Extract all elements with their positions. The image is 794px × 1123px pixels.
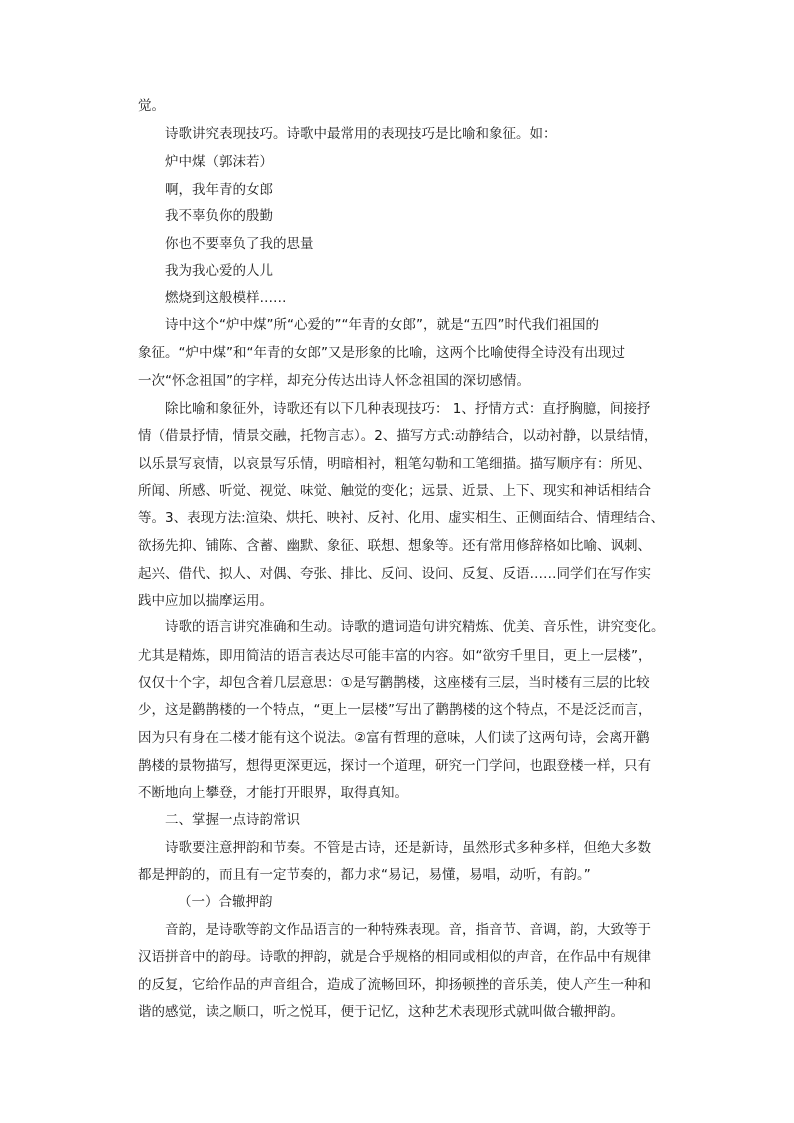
- poem-line: 我为我心爱的人儿: [165, 263, 273, 279]
- text-line: 等。3、表现方法:渲染、烘托、映衬、反衬、化用、虚实相生、正侧面结合、情理结合、: [138, 510, 665, 526]
- text-line: 诗歌要注意押韵和节奏。不管是古诗，还是新诗，虽然形式多种多样，但绝大多数: [165, 840, 651, 856]
- text-line: 象征。“炉中煤”和“年青的女郎”又是形象的比喻，这两个比喻使得全诗没有出现过: [138, 345, 625, 361]
- poem-line: 你也不要辜负了我的思量: [165, 236, 314, 252]
- text-line: 不断地向上攀登，才能打开眼界，取得真知。: [138, 785, 408, 801]
- text-line: 欲扬先抑、铺陈、含蓄、幽默、象征、联想、想象等。还有常用修辞格如比喻、讽刺、: [138, 538, 651, 554]
- text-line: 诗歌的语言讲究准确和生动。诗歌的遣词造句讲究精炼、优美、音乐性，讲究变化。: [165, 619, 665, 635]
- text-line: 音韵，是诗歌等韵文作品语言的一种特殊表现。音，指音节、音调，韵，大致等于: [165, 922, 651, 938]
- poem-line: 啊，我年青的女郎: [165, 182, 273, 198]
- text-line: 诗歌讲究表现技巧。诗歌中最常用的表现技巧是比喻和象征。如：: [165, 126, 557, 142]
- text-line: 因为只有身在二楼才能有这个说法。②富有哲理的意味，人们读了这两句诗，会离开鹳: [138, 730, 650, 746]
- text-line: 情（借景抒情，情景交融，托物言志）。2、描写方式:动静结合，以动衬静，以景结情，: [138, 428, 658, 444]
- text-line: 少，这是鹳鹊楼的一个特点，“更上一层楼”写出了鹳鹊楼的这个特点，不是泛泛而言，: [138, 702, 652, 718]
- text-line: 汉语拼音中的韵母。诗歌的押韵，就是合乎规格的相同或相似的声音，在作品中有规律: [138, 949, 651, 965]
- text-line: 诗中这个“炉中煤”所“心爱的”“年青的女郎”，就是“五四”时代我们祖国的: [165, 317, 599, 333]
- poem-line: 我不辜负你的殷勤: [165, 208, 273, 224]
- text-line: 尤其是精炼，即用简洁的语言表达尽可能丰富的内容。如“欲穷千里目，更上一层楼”，: [138, 648, 652, 664]
- text-line: 一次“怀念祖国”的字样，却充分传达出诗人怀念祖国的深切感情。: [138, 373, 530, 389]
- text-line: 起兴、借代、拟人、对偶、夸张、排比、反问、设问、反复、反语……同学们在写作实: [138, 566, 651, 582]
- subsection-heading: （一）合辙押韵: [178, 894, 273, 910]
- text-line: 践中应加以揣摩运用。: [138, 593, 273, 609]
- text-line: 觉。: [138, 98, 165, 114]
- poem-line: 燃烧到这般模样……: [165, 290, 287, 306]
- section-heading: 二、掌握一点诗韵常识: [165, 812, 300, 828]
- text-line: 都是押韵的，而且有一定节奏的，都力求“易记，易懂，易唱，动听，有韵。”: [138, 867, 591, 883]
- text-line: 除比喻和象征外，诗歌还有以下几种表现技巧： 1、抒情方式：直抒胸臆，间接抒: [165, 401, 651, 417]
- text-line: 以乐景写哀情，以哀景写乐情，明暗相衬，粗笔勾勒和工笔细描。描写顺序有：所见、: [138, 456, 651, 472]
- text-line: 仅仅十个字，却包含着几层意思：①是写鹳鹊楼，这座楼有三层，当时楼有三层的比较: [138, 675, 650, 691]
- text-line: 鹊楼的景物描写，想得更深更远，探讨一个道理，研究一门学问，也跟登楼一样，只有: [138, 758, 651, 774]
- text-line: 谐的感觉，读之顺口，听之悦耳，便于记忆，这种艺术表现形式就叫做合辙押韵。: [138, 1004, 624, 1020]
- text-line: 的反复，它给作品的声音组合，造成了流畅回环，抑扬顿挫的音乐美，使人产生一种和: [138, 977, 651, 993]
- poem-title: 炉中煤（郭沫若）: [165, 154, 273, 170]
- text-line: 所闻、所感、听觉、视觉、味觉、触觉的变化；远景、近景、上下、现实和神话相结合: [138, 483, 651, 499]
